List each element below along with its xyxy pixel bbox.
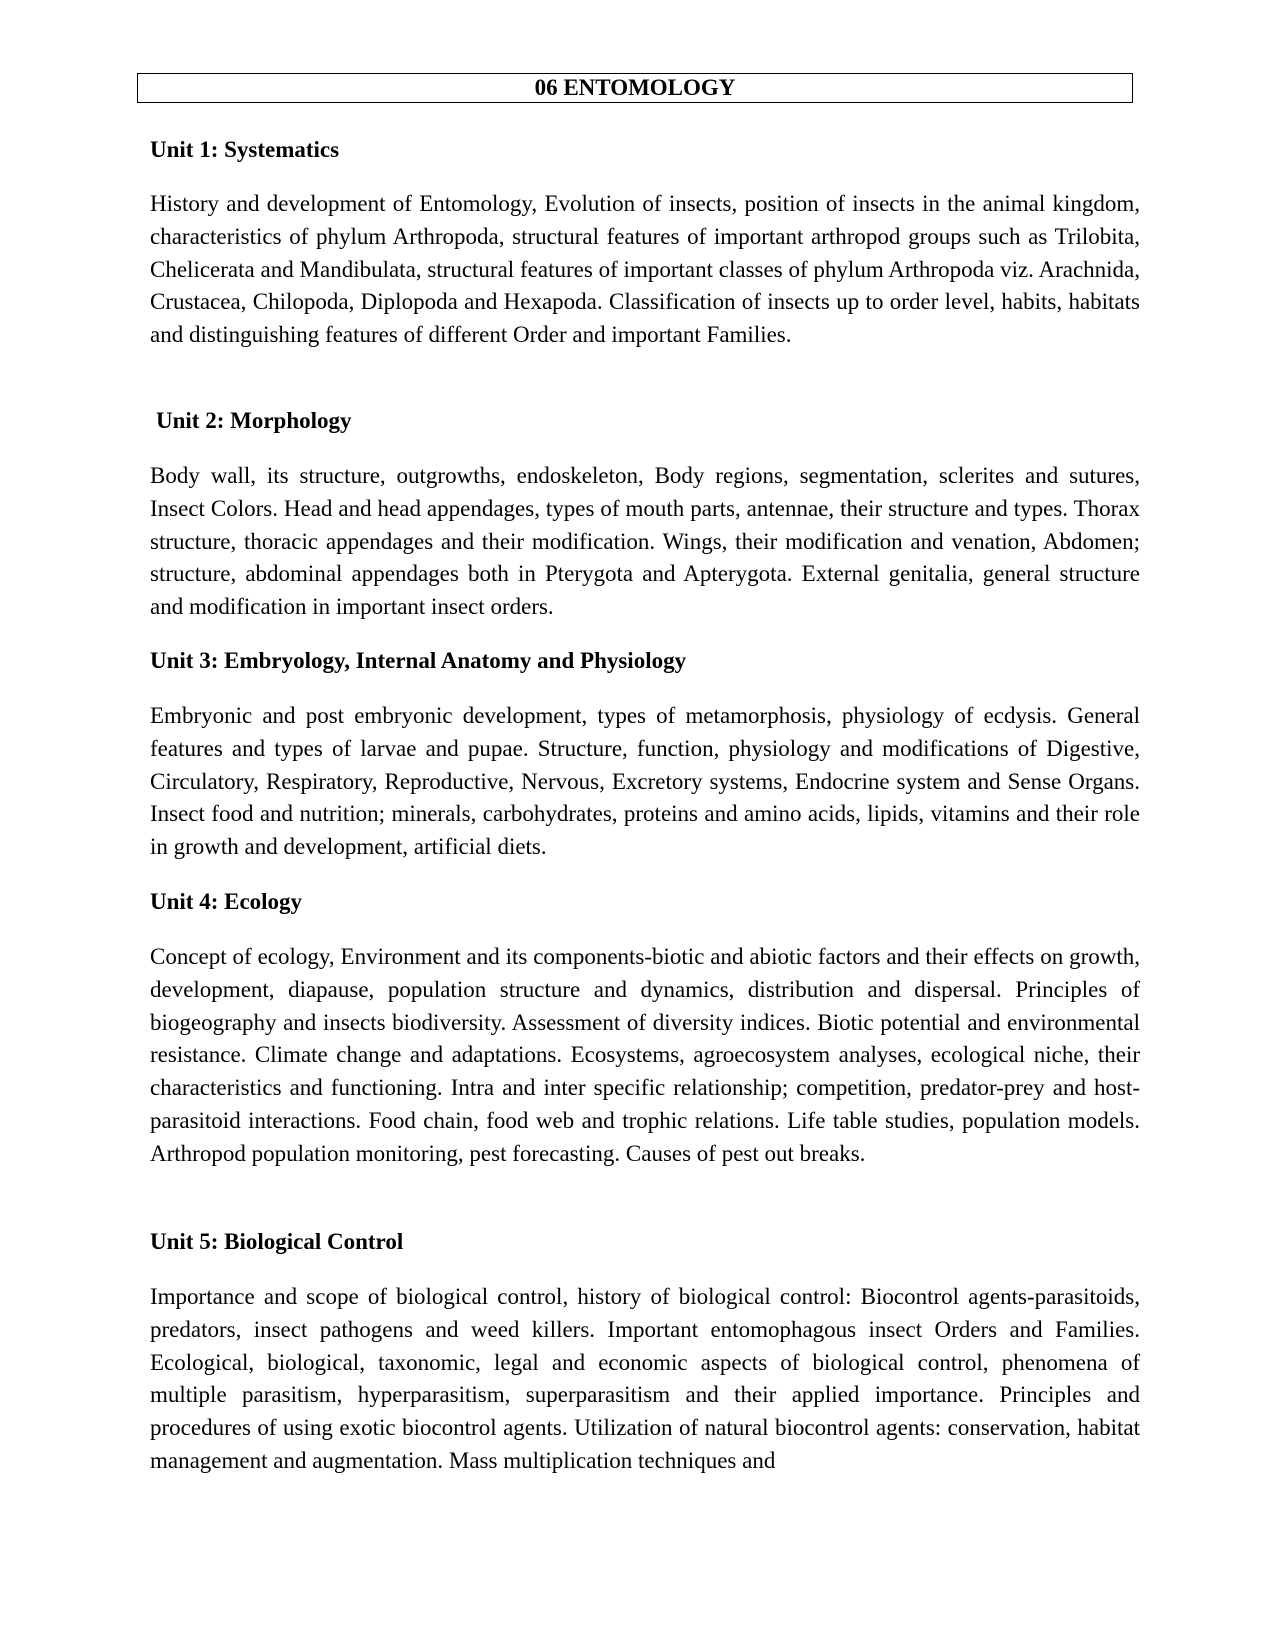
unit-1-body: History and development of Entomology, Evolution of insects, position of insects in the animal kingdom, characteristics of phylum Arthropoda, structural features of important arthropod groups such as Trilobita, Chelicerata and Mandibulata, structural features of important classes of phylum Arthropoda viz. Arachnida, Crustacea, Chilopoda, Diplopoda and Hexapoda. Classification of insects up to order level, habits, habitats and distinguishing features of different Order and important Families.: [150, 191, 1140, 348]
unit-3-heading: Unit 3: Embryology, Internal Anatomy and Physiology: [150, 648, 687, 673]
unit-5-heading: Unit 5: Biological Control: [150, 1229, 404, 1254]
document-title: 06 ENTOMOLOGY: [137, 73, 1133, 103]
unit-1-heading: Unit 1: Systematics: [150, 137, 340, 162]
unit-4-body: Concept of ecology, Environment and its components-biotic and abiotic factors and their effects on growth, development, diapause, population structure and dynamics, distribution and dispersal. Principles of biogeography and insects biodiversity. Assessment of diversity indices. Biotic potential and environmental resistance. Climate change and adaptations. Ecosystems, agroecosystem analyses, ecological niche, their characteristics and functioning. Intra and inter specific relationship; competition, predator-prey and host-parasitoid interactions. Food chain, food web and trophic relations. Life table studies, population models. Arthropod population monitoring, pest forecasting. Causes of pest out breaks.: [150, 944, 1140, 1166]
unit-5-body: Importance and scope of biological control, history of biological control: Biocontrol agents-parasitoids, predators, insect pathogens and weed killers. Important entomophagous insect Orders and Families. Ecological, biological, taxonomic, legal and economic aspects of biological control, phenomena of multiple parasitism, hyperparasitism, superparasitism and their applied importance. Principles and procedures of using exotic biocontrol agents. Utilization of natural biocontrol agents: conservation, habitat management and augmentation. Mass multiplication techniques and: [150, 1284, 1140, 1473]
unit-4-heading: Unit 4: Ecology: [150, 889, 303, 914]
unit-2-body: Body wall, its structure, outgrowths, endoskeleton, Body regions, segmentation, sclerites and sutures, Insect Colors. Head and head appendages, types of mouth parts, antennae, their structure and types. Thorax structure, thoracic appendages and their modification. Wings, their modification and venation, Abdomen; structure, abdominal appendages both in Pterygota and Apterygota. External genitalia, general structure and modification in important insect orders.: [150, 463, 1140, 620]
unit-2-heading: Unit 2: Morphology: [156, 408, 352, 433]
unit-3-body: Embryonic and post embryonic development, types of metamorphosis, physiology of ecdysis. General features and types of larvae and pupae. Structure, function, physiology and modifications of Digestive, Circulatory, Respiratory, Reproductive, Nervous, Excretory systems, Endocrine system and Sense Organs. Insect food and nutrition; minerals, carbohydrates, proteins and amino acids, lipids, vitamins and their role in growth and development, artificial diets.: [150, 703, 1140, 860]
